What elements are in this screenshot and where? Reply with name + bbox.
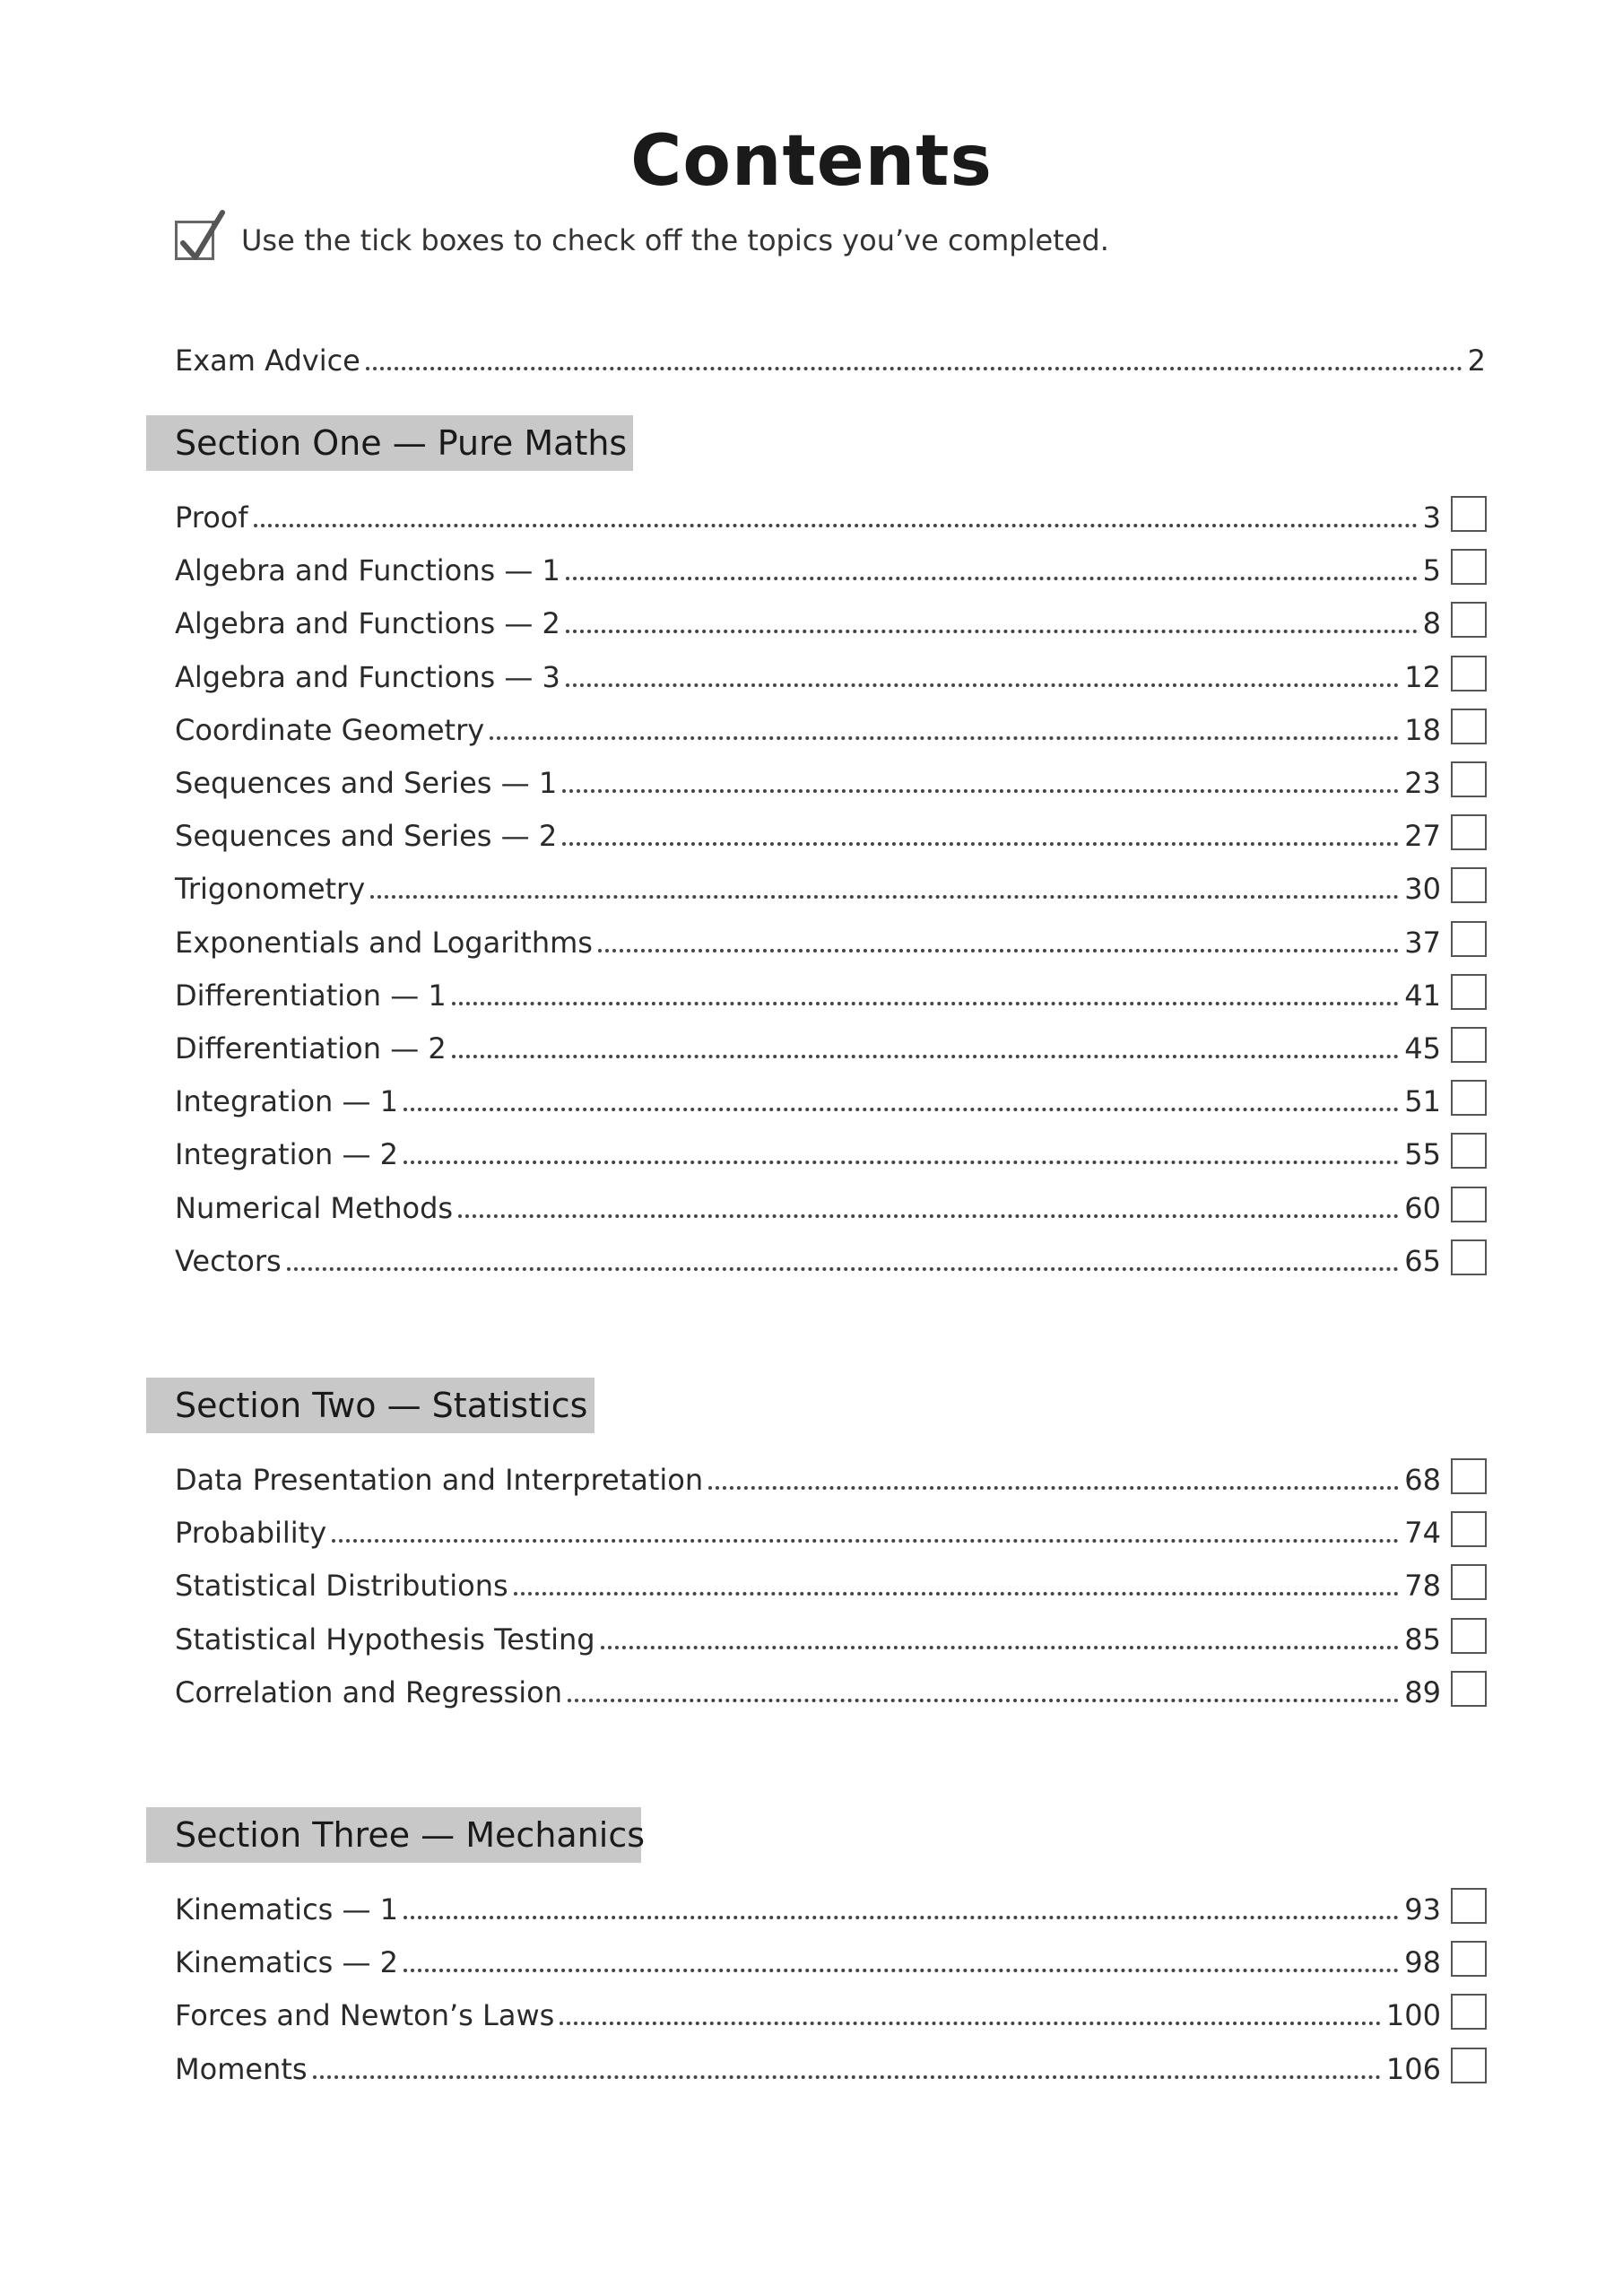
section-header: Section One — Pure Maths xyxy=(146,415,633,471)
topic-checkbox[interactable] xyxy=(1451,1994,1487,2030)
dot-leader xyxy=(332,1539,1399,1543)
entry-label: Algebra and Functions — 3 xyxy=(175,659,560,694)
dot-leader xyxy=(254,524,1418,527)
entry-label: Exam Advice xyxy=(175,344,360,378)
topic-checkbox[interactable] xyxy=(1451,1888,1487,1924)
dot-leader xyxy=(514,1592,1400,1596)
toc-entry[interactable] xyxy=(175,1506,1441,1551)
entry-page-number: 45 xyxy=(1404,1031,1441,1065)
topic-checkbox[interactable] xyxy=(1451,1027,1487,1063)
topic-checkbox[interactable] xyxy=(1451,496,1487,532)
page-title: Contents xyxy=(630,121,993,202)
toc-entry[interactable] xyxy=(175,1453,1441,1498)
topic-checkbox[interactable] xyxy=(1451,1133,1487,1169)
dot-leader xyxy=(404,1108,1399,1111)
dot-leader xyxy=(458,1214,1399,1218)
entry-page-number: 27 xyxy=(1404,819,1441,854)
toc-entry[interactable] xyxy=(175,491,1441,535)
entry-page-number: 8 xyxy=(1422,606,1441,641)
entry-page-number: 74 xyxy=(1404,1516,1441,1551)
topic-checkbox[interactable] xyxy=(1451,761,1487,797)
toc-entry[interactable] xyxy=(175,916,1441,961)
topic-checkbox[interactable] xyxy=(1451,1671,1487,1707)
dot-leader xyxy=(560,2022,1381,2025)
dot-leader xyxy=(404,1916,1399,1919)
dot-leader xyxy=(404,1969,1399,1972)
toc-entry-exam-advice[interactable] xyxy=(175,334,1486,378)
entry-page-number: 65 xyxy=(1404,1243,1441,1278)
dot-leader xyxy=(566,683,1399,687)
entry-page-number: 30 xyxy=(1404,872,1441,907)
toc-entry[interactable] xyxy=(175,544,1441,588)
entry-label: Kinematics — 2 xyxy=(175,1945,399,1980)
toc-entry[interactable] xyxy=(175,1127,1441,1172)
entry-page-number: 106 xyxy=(1385,2051,1441,2086)
entry-label: Statistical Hypothesis Testing xyxy=(175,1622,595,1657)
toc-entry[interactable] xyxy=(175,1988,1441,2033)
entry-page-number: 60 xyxy=(1404,1190,1441,1225)
topic-checkbox[interactable] xyxy=(1451,2048,1487,2083)
entry-page-number: 12 xyxy=(1404,659,1441,694)
topic-checkbox[interactable] xyxy=(1451,1458,1487,1494)
toc-entry[interactable] xyxy=(175,2042,1441,2087)
entry-page-number: 18 xyxy=(1404,712,1441,747)
entry-page-number: 68 xyxy=(1404,1463,1441,1497)
toc-entry[interactable] xyxy=(175,1559,1441,1604)
topic-checkbox[interactable] xyxy=(1451,1941,1487,1977)
entry-page-number: 93 xyxy=(1404,1892,1441,1926)
section-header: Section Three — Mechanics xyxy=(146,1807,641,1863)
topic-checkbox[interactable] xyxy=(1451,549,1487,585)
toc-entry[interactable] xyxy=(175,1935,1441,1980)
entry-label: Trigonometry xyxy=(175,872,366,907)
dot-leader xyxy=(370,895,1399,899)
toc-entry[interactable] xyxy=(175,1074,1441,1119)
entry-label: Kinematics — 1 xyxy=(175,1892,399,1926)
entry-label: Proof xyxy=(175,500,248,535)
checkmark-icon xyxy=(176,209,228,265)
instruction-row xyxy=(175,213,1109,267)
entry-label: Algebra and Functions — 2 xyxy=(175,606,560,641)
toc-entry[interactable] xyxy=(175,1613,1441,1657)
entry-page-number: 51 xyxy=(1404,1084,1441,1119)
topic-checkbox[interactable] xyxy=(1451,814,1487,850)
topic-checkbox[interactable] xyxy=(1451,709,1487,744)
entry-page-number: 98 xyxy=(1404,1945,1441,1980)
entry-page-number: 100 xyxy=(1385,1998,1441,2033)
toc-entry[interactable] xyxy=(175,1234,1441,1279)
entry-page-number: 23 xyxy=(1404,766,1441,800)
entry-page-number: 78 xyxy=(1404,1569,1441,1604)
topic-checkbox[interactable] xyxy=(1451,867,1487,903)
instruction-text: Use the tick boxes to check off the topics you’ve completed. xyxy=(241,223,1109,257)
topic-checkbox[interactable] xyxy=(1451,974,1487,1010)
topic-checkbox[interactable] xyxy=(1451,1187,1487,1222)
entry-page-number: 41 xyxy=(1404,978,1441,1013)
topic-checkbox[interactable] xyxy=(1451,1080,1487,1116)
entry-page-number: 3 xyxy=(1422,500,1441,535)
toc-entry[interactable] xyxy=(175,1665,1441,1710)
toc-entry[interactable] xyxy=(175,756,1441,801)
toc-entry[interactable] xyxy=(175,1181,1441,1226)
entry-label: Moments xyxy=(175,2051,308,2086)
toc-entry[interactable] xyxy=(175,809,1441,854)
topic-checkbox[interactable] xyxy=(1451,656,1487,691)
entry-label: Numerical Methods xyxy=(175,1190,454,1225)
dot-leader xyxy=(287,1267,1400,1271)
entry-label: Statistical Distributions xyxy=(175,1569,508,1604)
topic-checkbox[interactable] xyxy=(1451,1511,1487,1547)
dot-leader xyxy=(601,1646,1400,1649)
toc-entry[interactable] xyxy=(175,703,1441,748)
dot-leader xyxy=(598,949,1399,952)
toc-entry[interactable] xyxy=(175,862,1441,907)
topic-checkbox[interactable] xyxy=(1451,1618,1487,1654)
entry-label: Coordinate Geometry xyxy=(175,712,485,747)
dot-leader xyxy=(452,1055,1400,1058)
entry-label: Differentiation — 2 xyxy=(175,1031,447,1065)
entry-page-number: 2 xyxy=(1467,344,1486,378)
entry-label: Sequences and Series — 2 xyxy=(175,819,558,854)
entry-page-number: 89 xyxy=(1404,1674,1441,1709)
toc-entry[interactable] xyxy=(175,969,1441,1013)
entry-label: Sequences and Series — 1 xyxy=(175,766,558,800)
topic-checkbox[interactable] xyxy=(1451,602,1487,638)
dot-leader xyxy=(562,842,1399,846)
dot-leader xyxy=(562,789,1399,793)
dot-leader xyxy=(490,736,1399,740)
dot-leader xyxy=(313,2075,1381,2079)
toc-entry[interactable] xyxy=(175,1022,1441,1066)
dot-leader xyxy=(366,367,1462,370)
entry-label: Differentiation — 1 xyxy=(175,978,447,1013)
dot-leader xyxy=(566,577,1418,580)
checkmark-box-icon xyxy=(175,221,214,260)
entry-label: Integration — 2 xyxy=(175,1137,399,1172)
entry-label: Exponentials and Logarithms xyxy=(175,925,593,960)
entry-label: Correlation and Regression xyxy=(175,1674,563,1709)
dot-leader xyxy=(708,1486,1399,1490)
dot-leader xyxy=(452,1002,1400,1005)
entry-label: Probability xyxy=(175,1516,327,1551)
entry-page-number: 37 xyxy=(1404,925,1441,960)
entry-page-number: 55 xyxy=(1404,1137,1441,1172)
toc-entry[interactable] xyxy=(175,1883,1441,1927)
entry-label: Data Presentation and Interpretation xyxy=(175,1463,704,1497)
entry-label: Forces and Newton’s Laws xyxy=(175,1998,555,2033)
entry-label: Algebra and Functions — 1 xyxy=(175,553,560,588)
section-header: Section Two — Statistics xyxy=(146,1378,595,1433)
entry-label: Integration — 1 xyxy=(175,1084,399,1119)
toc-entry[interactable] xyxy=(175,650,1441,695)
entry-label: Vectors xyxy=(175,1243,282,1278)
topic-checkbox[interactable] xyxy=(1451,921,1487,957)
dot-leader xyxy=(566,630,1418,633)
toc-entry[interactable] xyxy=(175,596,1441,641)
topic-checkbox[interactable] xyxy=(1451,1564,1487,1600)
dot-leader xyxy=(568,1699,1399,1702)
topic-checkbox[interactable] xyxy=(1451,1239,1487,1275)
dot-leader xyxy=(404,1161,1399,1164)
entry-page-number: 5 xyxy=(1422,553,1441,588)
entry-page-number: 85 xyxy=(1404,1622,1441,1657)
